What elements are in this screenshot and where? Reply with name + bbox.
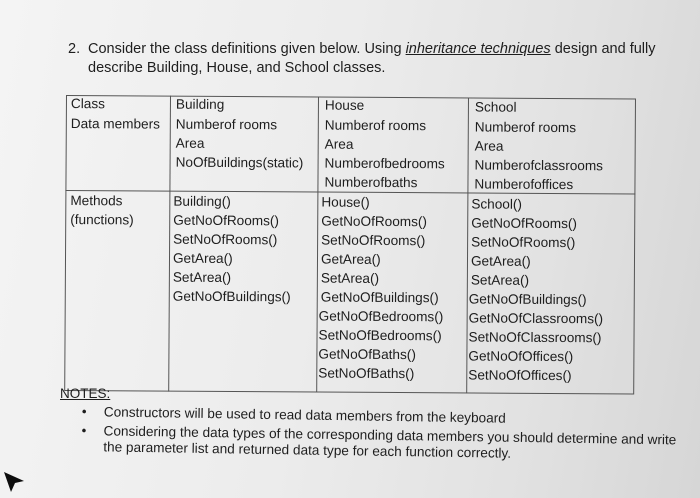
header-school: School	[474, 99, 517, 115]
house-member: Area	[324, 136, 354, 152]
school-method: GetArea()	[470, 253, 531, 269]
header-class: Class	[70, 96, 105, 112]
house-method: GetNoOfRooms()	[321, 213, 428, 230]
school-method: SetNoOfRooms()	[471, 234, 576, 251]
school-method: SetNoOfClassrooms()	[468, 329, 602, 346]
school-method: SetArea()	[470, 272, 530, 288]
house-method: GetNoOfBuildings()	[320, 289, 439, 306]
school-method: GetNoOfBuildings()	[468, 291, 587, 308]
building-method: GetNoOfBuildings()	[172, 288, 291, 305]
house-method: SetNoOfBaths()	[318, 365, 415, 382]
note-item: • Considering the data types of the corresponding data members you should determine and write the parameter list and returned data type for each function correctly.	[81, 423, 677, 461]
header-building: Building	[175, 96, 225, 112]
building-member: NoOfBuildings(static)	[175, 154, 304, 171]
question	[68, 40, 678, 78]
house-member: Numberofbedrooms	[324, 155, 445, 172]
building-method: Building()	[173, 193, 231, 210]
school-method: GetNoOfRooms()	[471, 215, 578, 232]
header-house: House	[324, 97, 365, 113]
question-text: Consider the class definitions given below. Using inheritance techniques design and fully describe Building, House, and School classes.	[88, 41, 656, 76]
house-method: GetNoOfBaths()	[318, 346, 416, 363]
school-method: GetNoOfOffices()	[468, 348, 574, 365]
house-method: GetArea()	[320, 251, 381, 267]
school-member: Numberof rooms	[474, 119, 577, 136]
methods-label: Methods	[70, 193, 123, 209]
school-member: Numberofclassrooms	[474, 157, 604, 174]
house-method: GetNoOfBedrooms()	[318, 308, 444, 325]
bullet-icon: •	[81, 423, 87, 439]
note-item: • Constructors will be used to read data members from the keyboard	[81, 404, 506, 426]
school-member: Area	[474, 138, 504, 154]
cursor-arrow-icon	[2, 468, 28, 494]
bullet-icon: •	[81, 404, 87, 420]
question-number: 2.	[68, 41, 81, 57]
building-method: SetArea()	[172, 269, 232, 286]
building-method: SetNoOfRooms()	[173, 231, 278, 248]
house-method: SetArea()	[320, 270, 380, 286]
school-method: GetNoOfClassrooms()	[468, 310, 604, 327]
class-table	[64, 95, 636, 394]
school-method: SetNoOfOffices()	[468, 367, 572, 384]
methods-sublabel: (functions)	[70, 212, 134, 228]
school-member: Numberofoffices	[474, 176, 574, 193]
notes-list	[79, 404, 680, 467]
question-emphasis: inheritance techniques	[405, 41, 551, 57]
house-member: Numberof rooms	[324, 117, 427, 134]
data-members-label: Data members	[70, 116, 161, 132]
building-method: GetNoOfRooms()	[173, 212, 280, 229]
building-member: Area	[175, 135, 205, 151]
house-method: SetNoOfBedrooms()	[318, 327, 442, 344]
building-member: Numberof rooms	[175, 116, 278, 133]
house-method: SetNoOfRooms()	[321, 232, 426, 249]
school-method: School()	[471, 196, 523, 212]
building-method: GetArea()	[172, 250, 233, 267]
house-member: Numberofbaths	[324, 174, 418, 191]
house-method: House()	[321, 194, 370, 210]
notes-title: NOTES:	[60, 386, 111, 401]
